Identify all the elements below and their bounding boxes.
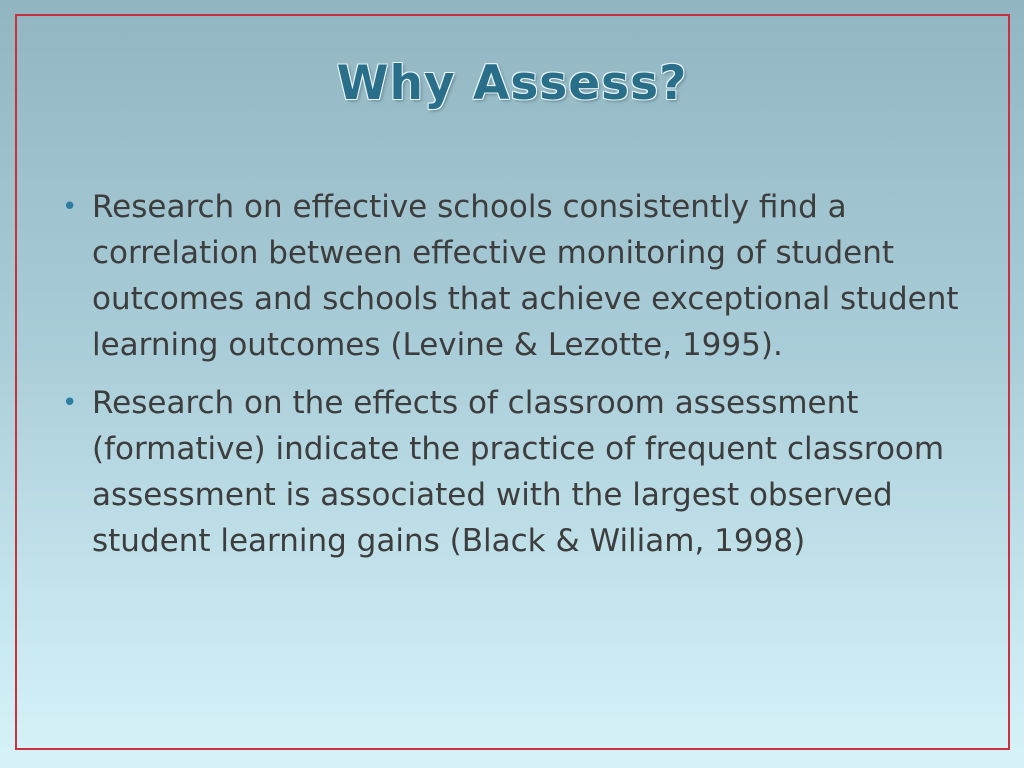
bullet-text: Research on the effects of classroom assessment (formative) indicate the practice of frequent classroom assessment is associated with the largest observed student learning gains (Black & Wiliam, 1998) xyxy=(92,385,945,559)
bullet-item xyxy=(62,380,967,564)
bullet-item xyxy=(62,184,967,368)
bullet-icon: • xyxy=(62,388,78,418)
bullet-list xyxy=(62,184,967,576)
bullet-icon: • xyxy=(62,192,78,222)
slide-title: Why Assess? xyxy=(336,56,688,111)
bullet-text: Research on effective schools consistently find a correlation between effective monitoring of student outcomes and schools that achieve exceptional student learning outcomes (Levine & Lezotte, 1995). xyxy=(92,189,959,363)
